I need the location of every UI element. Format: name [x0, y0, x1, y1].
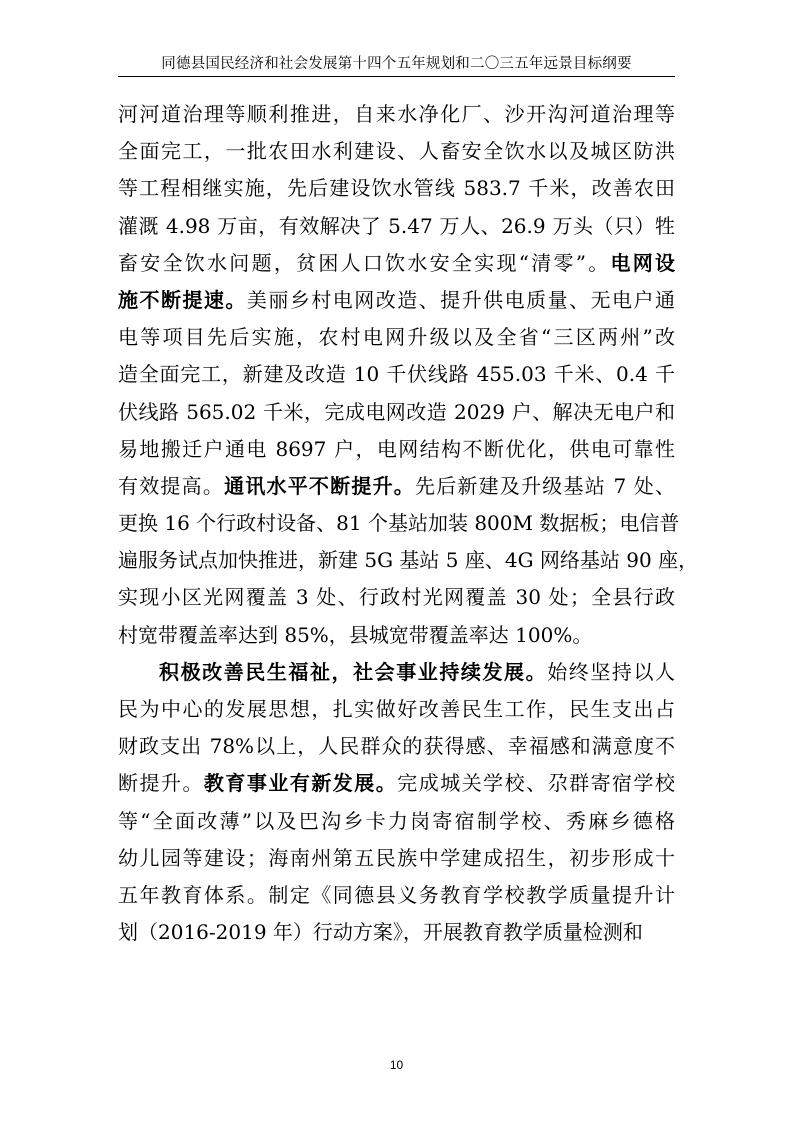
text-line	[118, 96, 675, 133]
text-line	[118, 319, 675, 356]
text-run: 幼儿园等建设；海南州第五民族中学建成招生，初步形成十	[118, 845, 675, 870]
text-line	[118, 468, 675, 505]
text-run: 断提升。	[118, 771, 204, 796]
text-run: 财政支出 78%以上，人民群众的获得感、幸福感和满意度不	[118, 734, 675, 759]
text-run: 始终坚持以人	[547, 659, 676, 684]
text-line	[118, 877, 675, 914]
text-run: 等“全面改薄”以及巴沟乡卡力岗寄宿制学校、秀麻乡德格	[118, 808, 675, 833]
text-line	[118, 617, 675, 654]
text-run: 伏线路 565.02 千米，完成电网改造 2029 户、解决无电户和	[118, 399, 675, 424]
paragraph	[118, 654, 675, 952]
text-line	[118, 803, 675, 840]
text-line	[118, 356, 675, 393]
text-line	[118, 914, 675, 951]
bold-heading-run: 电网设	[610, 250, 676, 275]
text-line	[118, 505, 680, 542]
page-number: 10	[389, 1058, 404, 1072]
text-run: 遍服务试点加快推进，新建 5G 基站 5 座、4G 网络基站 90 座，	[118, 548, 699, 573]
bold-heading-run: 通讯水平不断提升。	[224, 473, 415, 498]
text-run: 更换 16 个行政村设备、81 个基站加装 800M 数据板；电信普	[118, 511, 680, 536]
text-line	[118, 542, 699, 579]
running-header: 同德县国民经济和社会发展第十四个五年规划和二〇三五年远景目标纲要	[161, 56, 632, 72]
text-run: 有效提高。	[118, 473, 225, 498]
text-run: 造全面完工，新建及改造 10 千伏线路 455.03 千米、0.4 千	[118, 362, 675, 387]
text-run: 划（2016-2019 年）行动方案》，开展教育教学质量检测和	[118, 920, 643, 945]
text-run: 畜安全饮水问题，贫困人口饮水安全实现“清零”。	[118, 250, 611, 275]
text-line	[118, 691, 675, 728]
text-line	[118, 170, 675, 207]
text-run: 实现小区光网覆盖 3 处、行政村光网覆盖 30 处；全县行政	[118, 585, 675, 610]
text-run: 完成城关学校、尕群寄宿学校	[397, 771, 676, 796]
text-run: 灌溉 4.98 万亩，有效解决了 5.47 万人、26.9 万头（只）牲	[118, 213, 675, 238]
text-line	[118, 282, 675, 319]
header-rule	[118, 76, 675, 77]
text-run: 美丽乡村电网改造、提升供电质量、无电户通	[246, 287, 676, 312]
text-line	[118, 728, 675, 765]
text-line	[118, 431, 675, 468]
text-line	[118, 208, 675, 245]
text-line	[118, 765, 675, 802]
bold-heading-run: 施不断提速。	[118, 287, 247, 312]
text-run: 电等项目先后实施，农村电网升级以及全省“三区两州”改	[118, 325, 675, 350]
paragraph	[118, 96, 699, 654]
bold-heading-run: 教育事业有新发展。	[203, 771, 398, 796]
text-line	[118, 394, 675, 431]
text-run: 先后新建及升级基站 7 处、	[415, 473, 675, 498]
body-text	[118, 96, 699, 951]
text-run: 民为中心的发展思想，扎实做好改善民生工作，民生支出占	[118, 697, 675, 721]
text-run: 全面完工，一批农田水利建设、人畜安全饮水以及城区防洪	[118, 139, 675, 164]
text-line	[118, 654, 675, 691]
text-run: 村宽带覆盖率达到 85%，县城宽带覆盖率达 100%。	[118, 622, 593, 647]
text-run: 河河道治理等顺利推进，自来水净化厂、沙开沟河道治理等	[118, 102, 675, 126]
text-run: 易地搬迁户通电 8697 户，电网结构不断优化，供电可靠性	[118, 436, 675, 461]
text-line	[118, 579, 675, 616]
text-line	[118, 133, 675, 170]
bold-heading-run: 积极改善民生福祉，社会事业持续发展。	[159, 659, 548, 684]
text-run: 五年教育体系。制定《同德县义务教育学校教学质量提升计	[118, 882, 675, 907]
text-line	[118, 245, 675, 282]
text-run: 等工程相继实施，先后建设饮水管线 583.7 千米，改善农田	[118, 176, 675, 201]
text-line	[118, 840, 675, 877]
